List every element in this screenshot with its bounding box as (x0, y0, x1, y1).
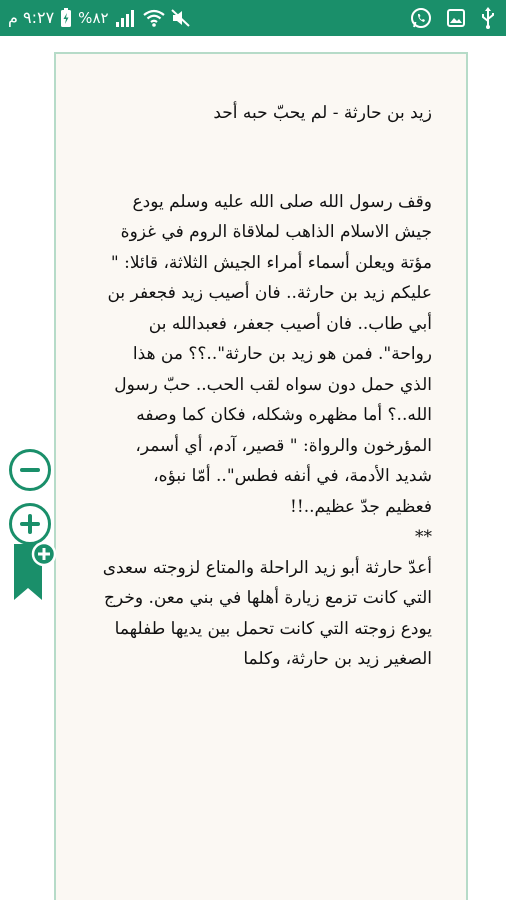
signal-icon (115, 9, 137, 27)
add-bookmark-button[interactable] (12, 538, 56, 604)
book-text (102, 98, 432, 675)
mute-icon (171, 9, 191, 27)
zoom-out-button[interactable] (9, 449, 51, 491)
wifi-icon (143, 9, 165, 27)
paragraph-1: وقف رسول الله صلى الله عليه وسلم يودع جيش الاسلام الذاهب لملاقاة الروم في غزوة مؤتة ويعلن أسماء أمراء الجيش الثلاثة، قائلا: " عليكم زيد بن حارثة.. فان أصيب زيد فجعفر بن أبي طاب.. فان أصيب جعفر، فعبدالله بن رواحة". فمن هو زيد بن حارثة"..؟؟ من هذا الذي حمل دون سواه لقب الحب.. حبّ رسول الله..؟ أما مظهره وشكله، فكان كما وصفه المؤرخون والرواة: " قصير، آدم، أي أسمر، شديد الأدمة، في أنفه فطس".. أمّا نبؤه، فعظيم جدّ عظيم..!! (107, 191, 432, 517)
paragraph-2: أعدّ حارثة أبو زيد الراحلة والمتاع لزوجته سعدى التي كانت تزمع زيارة أهلها في بني معن. وخرج يودع زوجته التي كانت تحمل بين يديها طفلهما الصغير زيد بن حارثة، وكلما (102, 557, 432, 669)
book-page[interactable] (54, 52, 468, 900)
whatsapp-icon (410, 7, 432, 29)
status-bar (0, 0, 506, 36)
status-right (410, 0, 496, 36)
gallery-icon (446, 8, 466, 28)
bookmark-add-icon (12, 538, 56, 604)
status-time: ٩:٢٧ م (8, 8, 55, 27)
status-left (8, 0, 191, 36)
battery-charging-icon (60, 8, 72, 28)
usb-icon (480, 7, 496, 29)
battery-percent: %٨٢ (78, 9, 109, 27)
chapter-title: زيد بن حارثة - لم يحبّ حبه أحد (213, 103, 432, 123)
section-separator: ** (415, 527, 432, 547)
